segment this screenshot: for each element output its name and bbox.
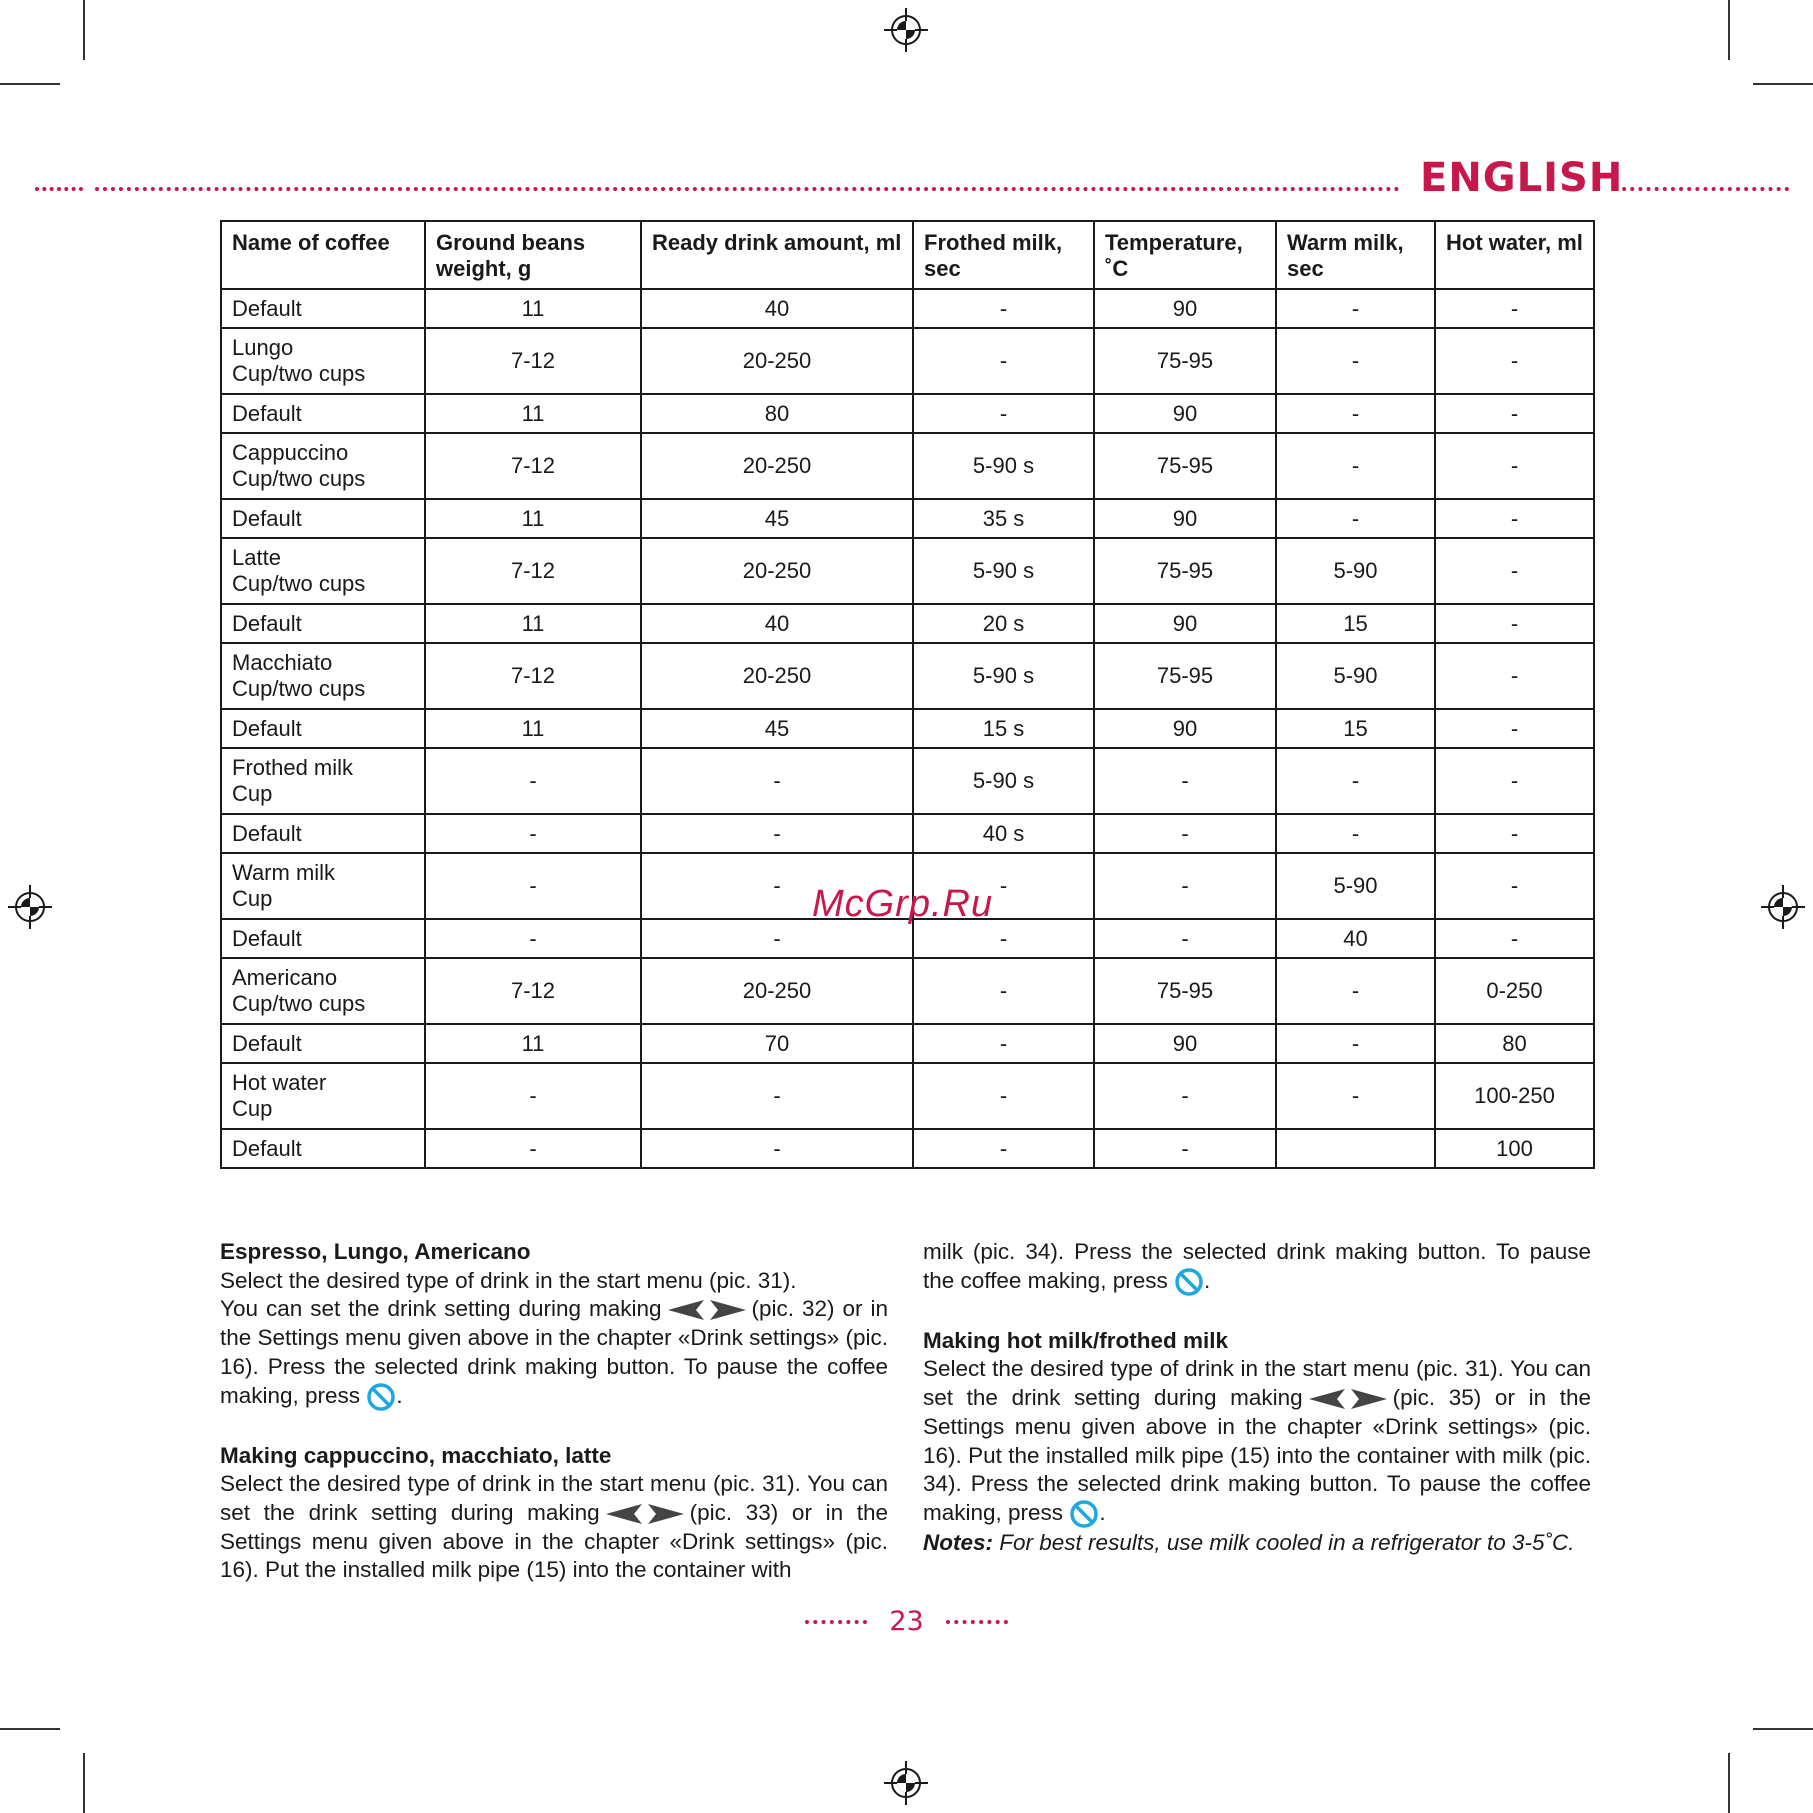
- table-cell: -: [1094, 814, 1276, 853]
- table-cell: 100-250: [1435, 1063, 1594, 1129]
- registration-mark-icon: [1761, 885, 1805, 929]
- drink-name-cell: [221, 289, 425, 328]
- table-cell: 11: [425, 1024, 641, 1063]
- table-cell: -: [641, 748, 913, 814]
- header-dotted-rule: [95, 187, 1400, 191]
- table-row: [221, 709, 1594, 748]
- table-row: [221, 289, 1594, 328]
- table-cell: -: [913, 1024, 1094, 1063]
- table-row: [221, 958, 1594, 1024]
- page-number: 23: [889, 1606, 924, 1637]
- paragraph-text: Select the desired type of drink in the start menu (pic. 31). You can set the drink setting during making: [220, 1471, 888, 1525]
- table-cell: 15: [1276, 709, 1435, 748]
- drink-name: Americano: [232, 965, 338, 990]
- drink-name-cell: [221, 919, 425, 958]
- table-cell: -: [913, 919, 1094, 958]
- drink-name-cell: [221, 499, 425, 538]
- table-cell: 7-12: [425, 328, 641, 394]
- table-cell: -: [641, 1063, 913, 1129]
- table-cell: -: [1276, 394, 1435, 433]
- table-cell: 40: [1276, 919, 1435, 958]
- table-cell: 40: [641, 604, 913, 643]
- drink-portion: Cup/two cups: [232, 571, 366, 596]
- table-cell: 20-250: [641, 328, 913, 394]
- notes-text: For best results, use milk cooled in a refrigerator to 3-5˚C.: [999, 1530, 1575, 1556]
- table-cell: 80: [1435, 1024, 1594, 1063]
- left-right-arrows-icon: [604, 1502, 686, 1526]
- coffee-settings-table: [220, 220, 1595, 1169]
- section-heading: Making cappuccino, macchiato, latte: [220, 1442, 612, 1468]
- table-cell: -: [1276, 1063, 1435, 1129]
- column-header: Hot water, ml: [1435, 221, 1594, 289]
- table-cell: [1276, 1129, 1435, 1168]
- paragraph-text: (pic. 32) or in the Settings menu given above in the chapter «Drink settings» (pic. 16). Press the selected drink making button. To pause the coffee making, press: [220, 1296, 888, 1408]
- table-row: [221, 433, 1594, 499]
- table-cell: 20-250: [641, 643, 913, 709]
- table-cell: 75-95: [1094, 328, 1276, 394]
- table-row: [221, 604, 1594, 643]
- table-cell: 11: [425, 604, 641, 643]
- drink-name-cell: [221, 604, 425, 643]
- table-cell: 5-90: [1276, 643, 1435, 709]
- drink-name: Macchiato: [232, 650, 333, 675]
- table-cell: -: [641, 853, 913, 919]
- table-cell: -: [1276, 814, 1435, 853]
- column-header: Ground beans weight, g: [425, 221, 641, 289]
- drink-name: Default: [232, 610, 302, 636]
- table-cell: -: [1435, 748, 1594, 814]
- drink-name: Default: [232, 1030, 302, 1056]
- table-cell: 20-250: [641, 433, 913, 499]
- table-cell: 75-95: [1094, 643, 1276, 709]
- table-cell: 80: [641, 394, 913, 433]
- drink-portion: Cup/two cups: [232, 991, 366, 1016]
- stop-icon: [1069, 1499, 1099, 1529]
- drink-name-cell: [221, 394, 425, 433]
- table-cell: -: [425, 853, 641, 919]
- table-cell: 5-90 s: [913, 748, 1094, 814]
- registration-mark-icon: [884, 1761, 928, 1805]
- table-row: [221, 1063, 1594, 1129]
- table-cell: 75-95: [1094, 433, 1276, 499]
- registration-mark-icon: [8, 885, 52, 929]
- drink-portion: Cup: [232, 886, 273, 911]
- table-cell: 75-95: [1094, 538, 1276, 604]
- paragraph: Select the desired type of drink in the start menu (pic. 31).: [220, 1267, 797, 1293]
- table-cell: -: [1276, 958, 1435, 1024]
- column-header: Warm milk, sec: [1276, 221, 1435, 289]
- stop-icon: [366, 1382, 396, 1412]
- table-cell: 75-95: [1094, 958, 1276, 1024]
- drink-name-cell: [221, 853, 425, 919]
- drink-name-cell: [221, 1063, 425, 1129]
- table-cell: 5-90 s: [913, 433, 1094, 499]
- table-cell: 90: [1094, 394, 1276, 433]
- column-header: Ready drink amount, ml: [641, 221, 913, 289]
- drink-name: Warm milk: [232, 860, 336, 885]
- drink-name-cell: [221, 538, 425, 604]
- drink-name-cell: [221, 1024, 425, 1063]
- table-cell: -: [1276, 433, 1435, 499]
- crop-mark: [1753, 1728, 1813, 1730]
- table-cell: -: [1435, 709, 1594, 748]
- period: .: [1204, 1267, 1211, 1293]
- table-cell: 7-12: [425, 538, 641, 604]
- page-footer: [0, 1606, 1813, 1637]
- period: .: [1099, 1499, 1106, 1525]
- table-cell: -: [913, 1063, 1094, 1129]
- drink-name: Default: [232, 400, 302, 426]
- table-row: [221, 538, 1594, 604]
- drink-portion: Cup: [232, 1096, 273, 1121]
- table-cell: 11: [425, 499, 641, 538]
- table-cell: -: [1276, 499, 1435, 538]
- table-cell: 35 s: [913, 499, 1094, 538]
- table-row: [221, 1129, 1594, 1168]
- table-cell: 0-250: [1435, 958, 1594, 1024]
- table-row: [221, 643, 1594, 709]
- header-dotted-rule: [35, 187, 83, 191]
- footer-dotted-rule: [946, 1620, 1008, 1624]
- table-cell: -: [913, 289, 1094, 328]
- crop-mark: [0, 1728, 60, 1730]
- table-cell: -: [1435, 919, 1594, 958]
- table-cell: 90: [1094, 289, 1276, 328]
- table-cell: 15: [1276, 604, 1435, 643]
- notes-label: Notes:: [923, 1530, 994, 1556]
- table-row: [221, 394, 1594, 433]
- table-cell: -: [425, 919, 641, 958]
- table-cell: 100: [1435, 1129, 1594, 1168]
- crop-mark: [0, 83, 60, 85]
- table-cell: -: [1094, 1129, 1276, 1168]
- right-text-column: [923, 1238, 1591, 1558]
- table-cell: 5-90: [1276, 853, 1435, 919]
- table-cell: 20 s: [913, 604, 1094, 643]
- drink-name-cell: [221, 814, 425, 853]
- paragraph-text: You can set the drink setting during making: [220, 1296, 662, 1322]
- table-cell: -: [913, 958, 1094, 1024]
- table-cell: -: [425, 1063, 641, 1129]
- table-cell: 40: [641, 289, 913, 328]
- table-cell: -: [1094, 919, 1276, 958]
- drink-portion: Cup/two cups: [232, 361, 366, 386]
- drink-name: Default: [232, 505, 302, 531]
- table-cell: 40 s: [913, 814, 1094, 853]
- table-cell: -: [1094, 748, 1276, 814]
- table-row: [221, 814, 1594, 853]
- table-cell: -: [1276, 748, 1435, 814]
- drink-name: Cappuccino: [232, 440, 349, 465]
- notes: [923, 1529, 1591, 1558]
- table-cell: 20-250: [641, 538, 913, 604]
- footer-dotted-rule: [805, 1620, 867, 1624]
- table-cell: -: [1435, 289, 1594, 328]
- crop-mark: [83, 0, 85, 60]
- column-header: Name of coffee: [221, 221, 425, 289]
- paragraph-text: (pic. 33) or in the Settings menu given above in the chapter «Drink settings» (pic. 16). Put the installed milk pipe (15) into the container with: [220, 1499, 889, 1583]
- table-cell: 90: [1094, 499, 1276, 538]
- table-cell: -: [641, 814, 913, 853]
- table-cell: -: [1435, 643, 1594, 709]
- drink-name: Lungo: [232, 335, 294, 360]
- paragraph-text: Select the desired type of drink in the start menu (pic. 31). You can set the drink setting during making: [923, 1356, 1591, 1411]
- paragraph: [923, 1355, 1591, 1529]
- table-cell: 11: [425, 709, 641, 748]
- table-cell: -: [1435, 853, 1594, 919]
- table-cell: 5-90: [1276, 538, 1435, 604]
- drink-name-cell: [221, 1129, 425, 1168]
- table-row: [221, 1024, 1594, 1063]
- table-cell: -: [1435, 814, 1594, 853]
- table-cell: 45: [641, 499, 913, 538]
- table-cell: -: [425, 748, 641, 814]
- crop-mark: [1728, 1753, 1730, 1813]
- left-text-column: [220, 1238, 888, 1585]
- drink-portion: Cup: [232, 781, 273, 806]
- table-cell: -: [913, 853, 1094, 919]
- drink-name-cell: [221, 433, 425, 499]
- drink-name: Hot water: [232, 1070, 327, 1095]
- drink-name-cell: [221, 709, 425, 748]
- drink-name: Default: [232, 715, 302, 741]
- watermark: McGrp.Ru: [812, 883, 994, 925]
- table-cell: 11: [425, 394, 641, 433]
- table-cell: -: [425, 814, 641, 853]
- drink-name: Frothed milk: [232, 755, 354, 780]
- paragraph: [220, 1295, 888, 1411]
- drink-name: Default: [232, 1135, 302, 1161]
- paragraph: [923, 1238, 1591, 1297]
- drink-name: Default: [232, 925, 302, 951]
- paragraph: [220, 1470, 888, 1585]
- table-cell: 45: [641, 709, 913, 748]
- table-cell: -: [1094, 1063, 1276, 1129]
- section-heading: Making hot milk/frothed milk: [923, 1327, 1229, 1353]
- crop-mark: [1728, 0, 1730, 60]
- table-cell: -: [913, 328, 1094, 394]
- drink-name-cell: [221, 643, 425, 709]
- drink-name-cell: [221, 958, 425, 1024]
- table-cell: 7-12: [425, 643, 641, 709]
- drink-name: Default: [232, 295, 302, 321]
- left-right-arrows-icon: [666, 1298, 748, 1322]
- drink-name-cell: [221, 328, 425, 394]
- column-header: Frothed milk, sec: [913, 221, 1094, 289]
- table-cell: 7-12: [425, 433, 641, 499]
- table-cell: 90: [1094, 709, 1276, 748]
- table-header-row: [221, 221, 1594, 289]
- table-cell: -: [1435, 433, 1594, 499]
- table-cell: -: [425, 1129, 641, 1168]
- table-cell: -: [1435, 538, 1594, 604]
- section-heading: Espresso, Lungo, Americano: [220, 1239, 531, 1264]
- table-cell: -: [1276, 328, 1435, 394]
- drink-portion: Cup/two cups: [232, 676, 366, 701]
- table-cell: -: [913, 394, 1094, 433]
- table-cell: -: [1435, 394, 1594, 433]
- table-cell: -: [1094, 853, 1276, 919]
- table-cell: 7-12: [425, 958, 641, 1024]
- crop-mark: [1753, 83, 1813, 85]
- table-cell: 15 s: [913, 709, 1094, 748]
- table-cell: -: [1435, 604, 1594, 643]
- table-cell: 20-250: [641, 958, 913, 1024]
- table-cell: 90: [1094, 1024, 1276, 1063]
- column-header: Temperature, ˚C: [1094, 221, 1276, 289]
- table-cell: -: [641, 1129, 913, 1168]
- table-cell: -: [1276, 1024, 1435, 1063]
- table-cell: -: [913, 1129, 1094, 1168]
- drink-name: Default: [232, 820, 302, 846]
- period: .: [396, 1382, 403, 1408]
- table-cell: 11: [425, 289, 641, 328]
- stop-icon: [1174, 1267, 1204, 1297]
- table-cell: 5-90 s: [913, 643, 1094, 709]
- paragraph-text: (pic. 35) or in the Settings menu given above in the chapter «Drink settings» (pic. 16). Put the installed milk pipe (15) into the container with milk (pic. 34). Press the selected drink making button. To pause the coffee making, press: [923, 1385, 1592, 1525]
- paragraph-text: milk (pic. 34). Press the selected drink making button. To pause the coffee making, press: [923, 1239, 1591, 1293]
- drink-name-cell: [221, 748, 425, 814]
- table-cell: 90: [1094, 604, 1276, 643]
- crop-mark: [83, 1753, 85, 1813]
- table-row: [221, 499, 1594, 538]
- header-dotted-rule: [1614, 187, 1789, 191]
- table-cell: 70: [641, 1024, 913, 1063]
- table-cell: -: [641, 919, 913, 958]
- table-cell: -: [1276, 289, 1435, 328]
- table-row: [221, 748, 1594, 814]
- drink-name: Latte: [232, 545, 281, 570]
- table-cell: 5-90 s: [913, 538, 1094, 604]
- left-right-arrows-icon: [1307, 1387, 1389, 1411]
- drink-portion: Cup/two cups: [232, 466, 366, 491]
- table-cell: -: [1435, 499, 1594, 538]
- registration-mark-icon: [884, 8, 928, 52]
- table-cell: -: [1435, 328, 1594, 394]
- language-heading: ENGLISH: [1420, 155, 1624, 201]
- table-row: [221, 328, 1594, 394]
